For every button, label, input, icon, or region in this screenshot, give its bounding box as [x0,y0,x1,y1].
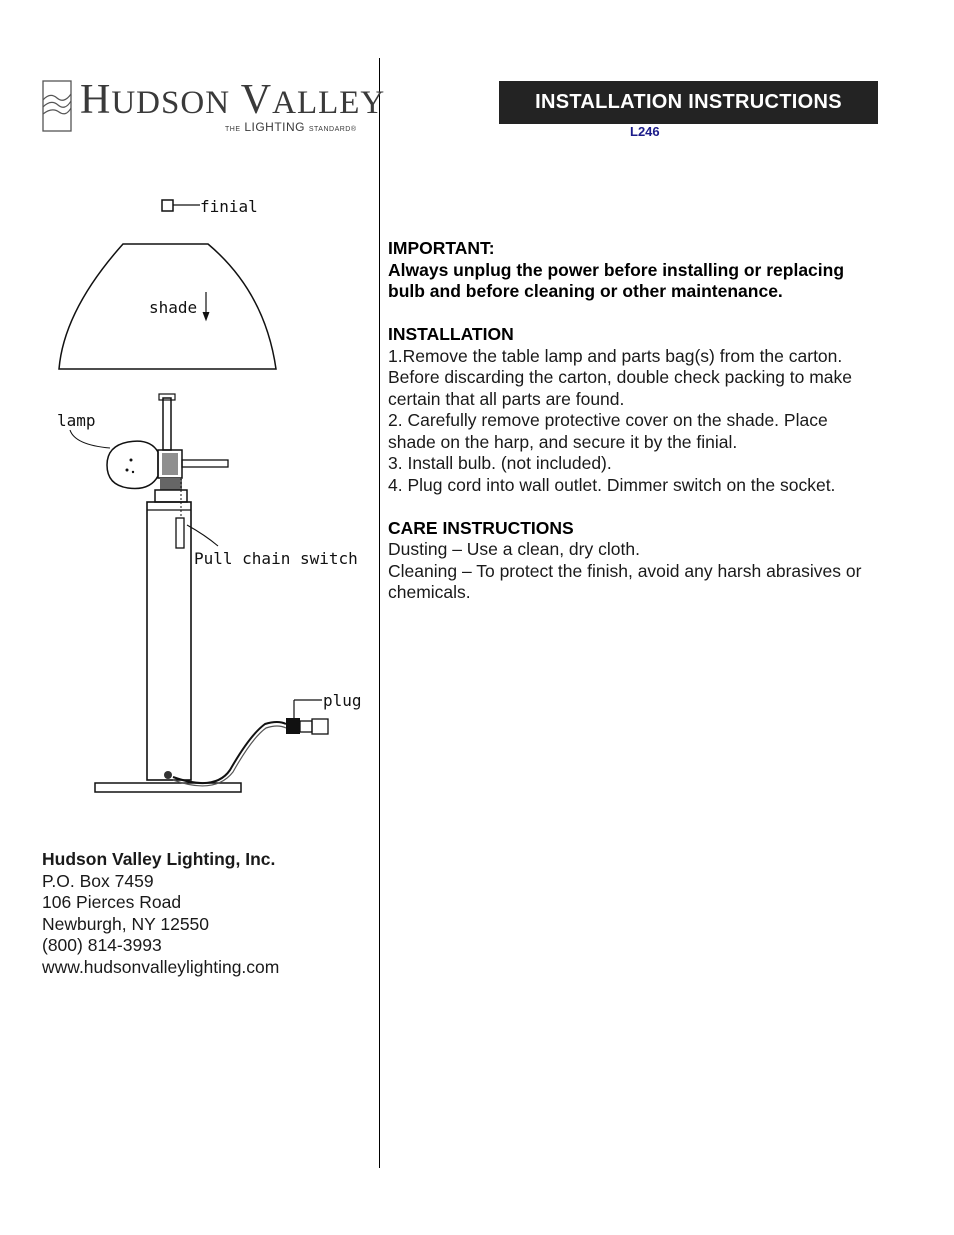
website-link[interactable]: www.hudsonvalleylighting.com [42,956,280,977]
city-state-zip: Newburgh, NY 12550 [42,913,210,934]
model-number: L246 [630,124,660,139]
important-line: bulb and before cleaning or other maintenance. [388,281,783,301]
installation-heading: INSTALLATION [388,324,514,344]
company-name: Hudson Valley Lighting, Inc. [42,849,276,869]
care-line: Dusting – Use a clean, dry cloth. [388,539,640,559]
brand-logo [42,77,386,138]
po-box: P.O. Box 7459 [42,870,154,891]
shade-label: shade [149,298,198,317]
shade-part [59,244,276,369]
plug-label: plug [323,691,362,710]
cord-and-plug [173,691,362,786]
important-heading: IMPORTANT: [388,238,495,258]
install-step-line: shade on the harp, and secure it by the finial. [388,431,738,452]
install-step-line: Before discarding the carton, double check packing to make [388,367,853,387]
finial-label: finial [200,197,258,216]
care-heading: CARE INSTRUCTIONS [388,517,574,538]
phone-number: (800) 814-3993 [42,935,162,955]
finial-part [162,197,258,216]
mountain-logo-icon [42,80,72,132]
lamp-label: lamp [57,411,96,430]
pull-chain-label: Pull chain switch [194,549,358,568]
logo-wordmark: HUDSON VALLEY [80,77,386,123]
install-step-line: 1.Remove the table lamp and parts bag(s) from the carton. [388,345,843,366]
logo-tagline: THE LIGHTING STANDARD® [225,120,357,134]
company-contact [42,849,372,978]
page-title-banner: INSTALLATION INSTRUCTIONS [499,81,878,124]
care-line: chemicals. [388,582,471,602]
install-step-line: 2. Carefully remove protective cover on the shade. Place [388,410,828,430]
column-divider [379,58,380,1168]
lamp-fixture [95,394,241,792]
install-step-line: 3. Install bulb. (not included). [388,453,612,473]
street-address: 106 Pierces Road [42,892,182,912]
install-step-line: certain that all parts are found. [388,388,625,409]
care-line: Cleaning – To protect the finish, avoid any harsh abrasives or [388,560,862,581]
important-line: Always unplug the power before installing or replacing [388,259,845,280]
instructions-text [388,238,918,604]
install-step-line: 4. Plug cord into wall outlet. Dimmer switch on the socket. [388,474,836,495]
lamp-diagram [40,180,375,800]
